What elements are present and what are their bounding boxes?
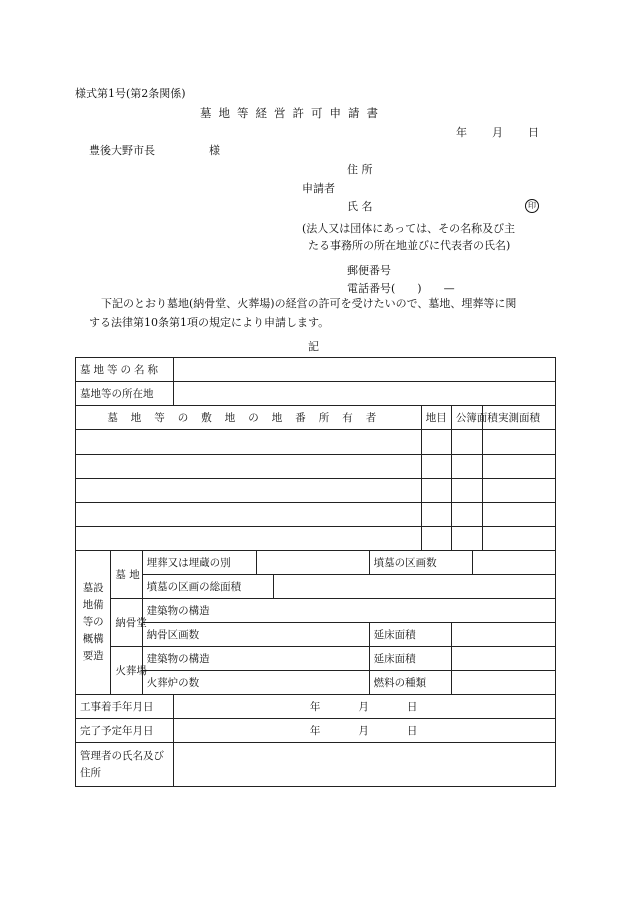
ossuary-structure-label: 建築物の構造 [142,599,555,623]
cemetery-name-label: 墓地等の名称 [76,358,174,382]
land-type-header: 地目 [421,406,451,430]
site-row [76,479,556,503]
applicant-role-label: 申請者 [302,182,335,195]
site-header-row [76,406,556,430]
cemetery-name-row [76,358,556,382]
ossuary-plot-count-label: 納骨区画数 [142,623,369,647]
site-row [76,455,556,479]
ossuary-section-label: 納骨堂 [111,599,142,647]
start-date-month: 月 [358,701,369,713]
site-owner-field[interactable] [76,479,422,503]
completion-date-label: 完了予定年月日 [76,719,174,743]
completion-date-year: 年 [309,725,321,737]
intro-line2: する法律第10条第1項の規定により申請します。 [89,316,330,329]
ki-mark: 記 [308,340,319,353]
land-type-field[interactable] [421,479,451,503]
postal-code-label: 郵便番号 [347,264,391,277]
cemetery-section-label: 墓 地 [111,551,142,599]
addressee: 豊後大野市長 [89,144,155,157]
burial-type-label: 埋葬又は埋蔵の別 [142,551,257,575]
page-title: 墓地等経営許可申請書 [200,106,385,120]
completion-date-month: 月 [358,725,369,737]
crematorium-structure-label: 建築物の構造 [142,647,369,671]
burial-type-field[interactable] [257,551,369,575]
site-row [76,527,556,551]
ossuary-structure-row [76,599,556,623]
cemetery-location-row [76,382,556,406]
land-type-field[interactable] [421,455,451,479]
measured-area-field[interactable] [483,479,556,503]
applicant-note-line2: たる事務所の所在地並びに代表者の氏名) [308,239,511,252]
date-day: 日 [528,126,539,139]
ossuary-floor-area-field[interactable] [451,623,555,647]
completion-date-field[interactable] [173,719,555,743]
completion-date-row [76,719,556,743]
measured-area-field[interactable] [483,527,556,551]
ossuary-floor-area-label: 延床面積 [369,623,451,647]
site-row [76,503,556,527]
measured-area-header: 実測面積 [483,406,556,430]
manager-label: 管理者の氏名及び住所 [76,743,174,787]
honorific: 様 [209,144,220,157]
measured-area-field[interactable] [483,430,556,455]
cemetery-burial-row [76,551,556,575]
start-date-field[interactable] [173,695,555,719]
crematorium-floor-area-field[interactable] [451,647,555,671]
application-table [75,357,556,787]
start-date-label: 工事着手年月日 [76,695,174,719]
plot-count-field[interactable] [472,551,555,575]
form-number: 様式第1号(第2条関係) [75,87,186,100]
start-date-day: 日 [406,701,418,713]
cemetery-location-label: 墓地等の所在地 [76,382,174,406]
facility-overview-label: 墓設地備等の概構要造 [76,551,111,695]
site-row [76,430,556,455]
registered-area-field[interactable] [451,455,482,479]
land-type-field[interactable] [421,503,451,527]
site-owner-field[interactable] [76,527,422,551]
registered-area-header: 公簿面積 [451,406,482,430]
measured-area-field[interactable] [483,503,556,527]
cemetery-name-field[interactable] [173,358,555,382]
seal-icon: 印 [525,199,539,213]
fuel-type-field[interactable] [451,671,555,695]
furnace-count-label: 火葬炉の数 [142,671,369,695]
land-type-field[interactable] [421,430,451,455]
applicant-note-line1: (法人又は団体にあっては、その名称及び主 [302,222,516,235]
crematorium-structure-row [76,647,556,671]
plot-count-label: 墳墓の区画数 [369,551,472,575]
plot-total-area-field[interactable] [273,575,555,599]
crematorium-floor-area-label: 延床面積 [369,647,451,671]
crematorium-section-label: 火葬場 [111,647,142,695]
completion-date-day: 日 [406,725,418,737]
registered-area-field[interactable] [451,430,482,455]
address-label: 住 所 [347,163,373,176]
registered-area-field[interactable] [451,503,482,527]
fuel-type-label: 燃料の種類 [369,671,451,695]
cemetery-area-row [76,575,556,599]
registered-area-field[interactable] [451,479,482,503]
measured-area-field[interactable] [483,455,556,479]
land-type-field[interactable] [421,527,451,551]
start-date-row [76,695,556,719]
phone-label: 電話番号( ) — [347,282,455,295]
crematorium-furnace-row [76,671,556,695]
intro-line1: 下記のとおり墓地(納骨堂、火葬場)の経営の許可を受けたいので、墓地、埋葬等に関 [101,297,517,310]
plot-total-area-label: 墳墓の区画の総面積 [142,575,273,599]
site-owner-field[interactable] [76,455,422,479]
manager-field[interactable] [173,743,555,787]
date-year: 年 [456,126,467,139]
cemetery-location-field[interactable] [173,382,555,406]
ossuary-plot-row [76,623,556,647]
site-owner-field[interactable] [76,430,422,455]
seal-mark [525,198,539,213]
manager-row [76,743,556,787]
start-date-year: 年 [309,701,321,713]
site-owner-header: 墓地等の敷地の地番所有者 [76,406,422,430]
date-month: 月 [492,126,503,139]
registered-area-field[interactable] [451,527,482,551]
name-label: 氏 名 [347,200,373,213]
site-owner-field[interactable] [76,503,422,527]
